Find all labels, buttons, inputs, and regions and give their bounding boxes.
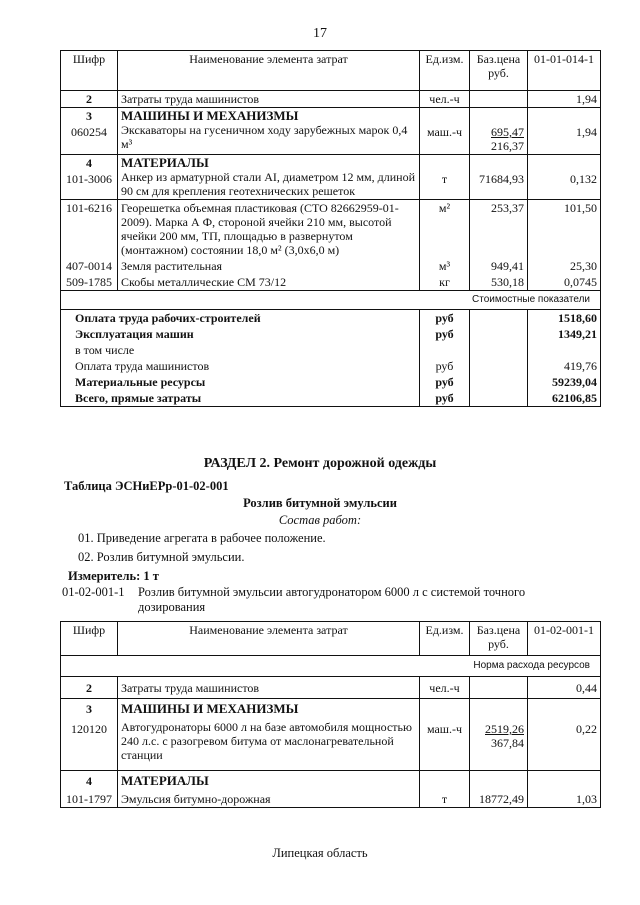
resource-table-2 [60,621,601,808]
section-title: МАТЕРИАЛЫ [121,155,209,170]
table-row: Всего, прямые затраты руб 62106,85 [61,390,601,407]
table-row: 2 Затраты труда машинистов чел.-ч 1,94 [61,91,601,108]
table-row: 2 Затраты труда машинистов чел.-ч 0,44 [61,677,601,699]
page-number: 17 [313,26,327,41]
norm-code: 01-02-001-1 [62,585,125,599]
header-name: Наименование элемента затрат [118,51,420,91]
header-price: Баз.цена руб. [470,622,528,656]
table-row: 3 060254 МАШИНЫ И МЕХАНИЗМЫ Экскаваторы на гусеничном ходу зарубежных марок 0,4 м³ маш.-ч 695,47 216,37 1,94 [61,108,601,155]
section-title: МАШИНЫ И МЕХАНИЗМЫ [121,701,299,716]
header-unit: Ед.изм. [420,51,470,91]
work-step-2: 02. Розлив битумной эмульсии. [78,550,245,564]
work-step-1: 01. Приведение агрегата в рабочее положение. [78,531,326,545]
footer-region: Липецкая область [272,846,368,860]
table-label: Таблица ЭСНиЕРр-01-02-001 [64,479,229,493]
header-code: Шифр [61,51,118,91]
header-unit: Ед.изм. [420,622,470,656]
norm-caption: Норма расхода ресурсов [61,656,601,677]
section-heading: РАЗДЕЛ 2. Ремонт дорожной одежды [203,456,437,471]
table-row: Материальные ресурсы руб 59239,04 [61,374,601,390]
resource-table-1 [60,50,601,407]
norm-description: Розлив битумной эмульсии автогудронатором 6000 л с системой точного [138,585,526,599]
header-code: Шифр [61,622,118,656]
header-price: Баз.цена руб. [470,51,528,91]
table-row: 4 101-1797 МАТЕРИАЛЫ Эмульсия битумно-дорожная т 18772,49 1,03 [61,771,601,808]
table-row: Эксплуатация машин руб 1349,21 [61,326,601,342]
header-norm: 01-02-001-1 [528,622,601,656]
table-row: в том числе [61,342,601,358]
norm-description-cont: дозирования [138,600,206,614]
section-title: МАШИНЫ И МЕХАНИЗМЫ [121,108,299,123]
work-composition-title: Состав работ: [278,513,362,527]
table-row: 101-6216 Георешетка объемная пластиковая (СТО 82662959-01-2009). Марка А Ф, стороной ячейки 210 мм, высотой ячейки 200 мм, ТП, площадью в развернутом (монтажном) состоянии 18,0 м² (3,0х6,0 м) м² 253,37 101,50 [61,200,601,259]
header-norm: 01-01-014-1 [528,51,601,91]
meter: Измеритель: 1 т [68,569,159,583]
table-row: 509-1785 Скобы металлические СМ 73/12 кг 530,18 0,0745 [61,274,601,291]
table-row: Оплата труда машинистов руб 419,76 [61,358,601,374]
table-subtitle: Розлив битумной эмульсии [243,496,397,510]
table-row: Оплата труда рабочих-строителей руб 1518,60 [61,310,601,327]
table-row: 4 101-3006 МАТЕРИАЛЫ Анкер из арматурной стали AI, диаметром 12 мм, длиной 90 см для крепления геотехнических решеток т 71684,93 0,132 [61,155,601,200]
header-name: Наименование элемента затрат [118,622,420,656]
cost-caption: Стоимостные показатели [61,291,601,310]
section-title: МАТЕРИАЛЫ [121,773,209,788]
table-row: 3 120120 МАШИНЫ И МЕХАНИЗМЫ Автогудронаторы 6000 л на базе автомобиля мощностью 240 л.с. с разогревом битума от маслонагревательной станции маш.-ч 2519,26 367,84 0,22 [61,699,601,771]
table-row: 407-0014 Земля растительная м³ 949,41 25,30 [61,258,601,274]
